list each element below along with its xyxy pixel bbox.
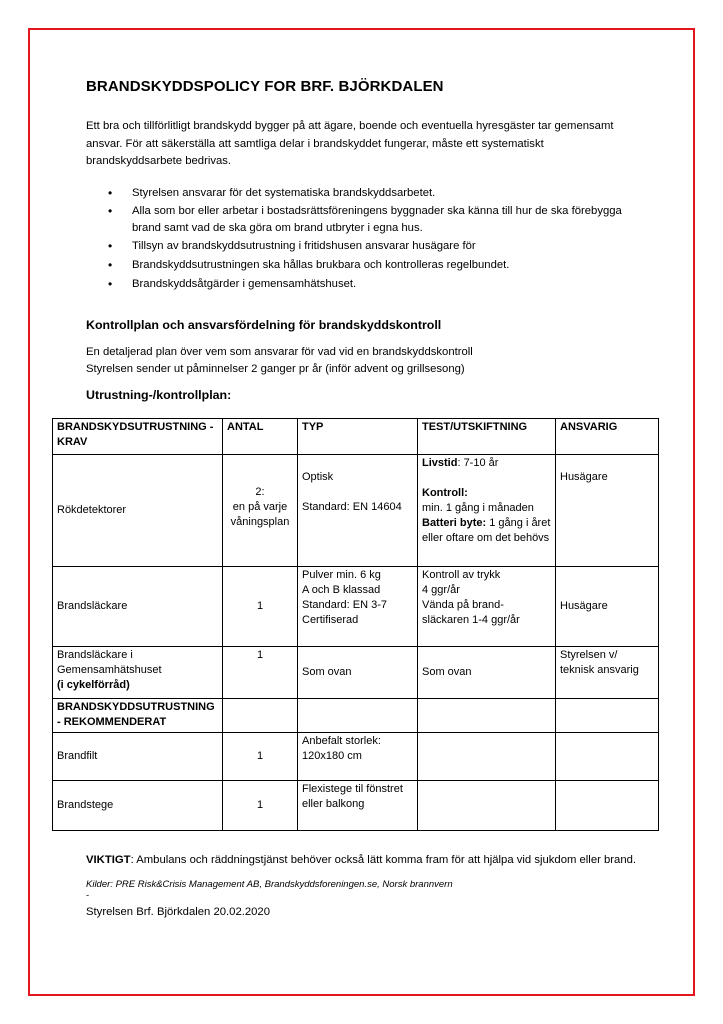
empty-cell	[418, 781, 556, 831]
test-line: Vända på brand-släckaren 1-4 ggr/år	[422, 599, 520, 626]
table-title: Utrustning-/kontrollplan:	[86, 388, 232, 403]
list-item: • Styrelsen ansvarar för det systematiska brandskyddsarbetet.	[132, 185, 642, 202]
policy-list	[86, 185, 642, 293]
list-item: • Tillsyn av brandskyddsutrustning i fritidshusen ansvarar husägare för	[132, 238, 642, 255]
quantity-cell: 1	[223, 733, 298, 781]
plan-line: En detaljerad plan över vem som ansvarar för vad vid en brandskyddskontroll	[86, 346, 473, 359]
type-value: Optisk	[302, 471, 334, 483]
separator-dash: -	[86, 890, 90, 901]
type-line: Standard: EN 3-7	[302, 599, 387, 611]
equipment-name: Brandsläckare i Gemensamhätshuset	[57, 649, 162, 676]
type-cell	[298, 455, 418, 567]
empty-cell	[298, 699, 418, 733]
control-plan-table	[52, 418, 659, 831]
column-header: ANSVARIG	[556, 419, 659, 455]
document-title: BRANDSKYDDSPOLICY FOR BRF. BJÖRKDALEN	[86, 78, 444, 95]
lifetime-value: : 7-10 år	[457, 457, 499, 469]
plan-line: Styrelsen sender ut påminnelser 2 ganger pr år (inför advent og grillsesong)	[86, 363, 465, 376]
equipment-location: (i cykelförråd)	[57, 679, 130, 691]
type-cell: Som ovan	[298, 647, 418, 699]
empty-cell	[223, 699, 298, 733]
type-cell: Anbefalt storlek: 120x180 cm	[298, 733, 418, 781]
type-line: A och B klassad	[302, 584, 381, 596]
column-header: BRANDSKYDSUTRUSTNING - KRAV	[53, 419, 223, 455]
table-row	[53, 567, 659, 647]
quantity-cell: 1	[223, 647, 298, 699]
type-cell: Flexistege til fönstret eller balkong	[298, 781, 418, 831]
test-cell	[418, 567, 556, 647]
control-value: min. 1 gång i månaden	[422, 502, 534, 514]
empty-cell	[418, 733, 556, 781]
equipment-cell: Rökdetektorer	[53, 455, 223, 567]
list-item: • Brandskyddsåtgärder i gemensamhätshuset.	[132, 276, 642, 293]
document-body	[86, 78, 642, 402]
responsible-cell: Husägare	[556, 567, 659, 647]
quantity-note: en på varje våningsplan	[230, 501, 290, 528]
quantity-cell: 1	[223, 781, 298, 831]
test-cell	[418, 455, 556, 567]
intro-paragraph: Ett bra och tillförlitligt brandskydd bygger på att ägare, boende och eventuella hyresgäster tar gemensamt ansvar. För att säkerställa att samtliga delar i brandskyddet fungerar, måste ett systematiskt brandskyddsarbete bedrivas.	[86, 120, 614, 167]
test-cell: Som ovan	[418, 647, 556, 699]
type-standard: Standard: EN 14604	[302, 501, 402, 513]
battery-label: Batteri byte:	[422, 517, 487, 529]
table-row	[53, 733, 659, 781]
section-title: Kontrollplan och ansvarsfördelning för brandskyddskontroll	[86, 318, 442, 333]
equipment-cell	[53, 647, 223, 699]
control-label: Kontroll:	[422, 487, 468, 499]
quantity-cell: 1	[223, 567, 298, 647]
table-row	[53, 781, 659, 831]
quantity-cell	[223, 455, 298, 567]
test-line: 4 ggr/år	[422, 584, 460, 596]
equipment-cell: Brandsläckare	[53, 567, 223, 647]
empty-cell	[556, 733, 659, 781]
empty-cell	[418, 699, 556, 733]
equipment-cell: Brandfilt	[53, 733, 223, 781]
column-header: ANTAL	[223, 419, 298, 455]
column-header: TEST/UTSKIFTNING	[418, 419, 556, 455]
type-cell	[298, 567, 418, 647]
empty-cell	[556, 699, 659, 733]
signature-line: Styrelsen Brf. Björkdalen 20.02.2020	[86, 906, 270, 918]
type-line: Certifiserad	[302, 614, 359, 626]
list-item: • Brandskyddsutrustningen ska hållas brukbara och kontrolleras regelbundet.	[132, 257, 642, 274]
table-row	[53, 455, 659, 567]
plan-description	[86, 344, 642, 378]
quantity-value: 2:	[255, 486, 265, 498]
table-row	[53, 699, 659, 733]
responsible-cell: Styrelsen v/ teknisk ansvarig	[556, 647, 659, 699]
important-text: : Ambulans och räddningstjänst behöver också lätt komma fram för att hjälpa vid sjukdom eller brand.	[130, 854, 637, 866]
battery-value: 1 gång i året eller oftare om det behövs	[422, 517, 551, 544]
test-line: Kontroll av trykk	[422, 569, 501, 581]
equipment-cell: Brandstege	[53, 781, 223, 831]
column-header: TYP	[298, 419, 418, 455]
type-line: Pulver min. 6 kg	[302, 569, 381, 581]
lifetime-label: Livstid	[422, 457, 458, 469]
footer	[86, 852, 646, 921]
sources-line: Kilder: PRE Risk&Crisis Management AB, Brandskyddsforeningen.se, Norsk brannvern	[86, 879, 453, 890]
responsible-cell: Husägare	[556, 455, 659, 567]
list-item: • Alla som bor eller arbetar i bostadsrättsföreningens byggnader ska känna till hur de ska förebygga brand samt vad de ska göra om brand utbryter i egna hus.	[132, 203, 642, 236]
important-note	[86, 852, 646, 869]
important-label: VIKTIGT	[86, 854, 131, 866]
table-header-row	[53, 419, 659, 455]
table-row	[53, 647, 659, 699]
empty-cell	[556, 781, 659, 831]
category-cell: BRANDSKYDDSUTRUSTNING - REKOMMENDERAT	[53, 699, 223, 733]
